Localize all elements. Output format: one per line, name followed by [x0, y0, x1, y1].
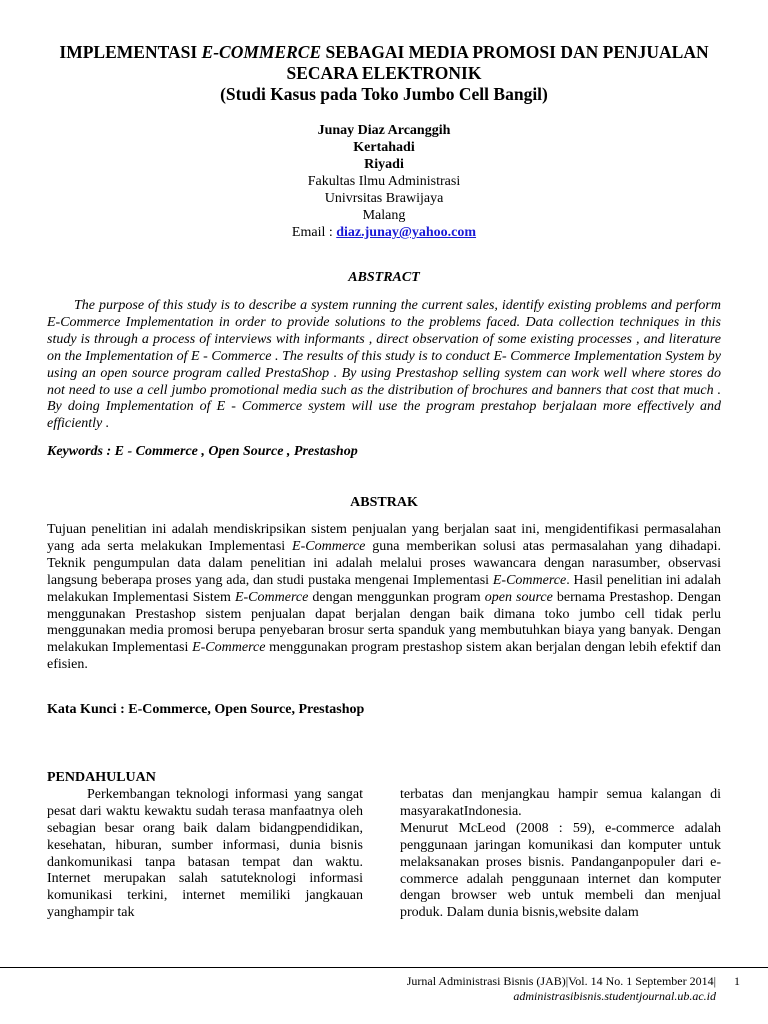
abstrak-italic-term: E-Commerce [234, 589, 309, 605]
intro-heading: PENDAHULUAN [47, 770, 156, 785]
title-suffix: SEBAGAI MEDIA PROMOSI DAN PENJUALAN [321, 42, 709, 62]
abstract-heading-id: ABSTRAK [350, 495, 418, 510]
footer-journal-info: Jurnal Administrasi Bisnis (JAB)|Vol. 14 No. 1 September 2014| [406, 974, 716, 988]
abstrak-segment: guna memberikan solusi atas permasalahan yang dihadapi. Teknik pengumpulan data dalam penelitian ini adalah melalui proses wawancara dengan narasumber, observasi langsung beberapa proses yang ada, dan studi pustaka mengenai Implementasi [47, 538, 721, 588]
author-faculty: Fakultas Ilmu Administrasi [307, 174, 461, 189]
author-name-2: Kertahadi [353, 140, 415, 155]
abstrak-italic-term: E-Commerce [492, 572, 567, 588]
author-name-1: Junay Diaz Arcanggih [317, 123, 451, 138]
footer-divider [0, 967, 768, 968]
abstract-text-en: The purpose of this study is to describe a system running the current sales, identify existing problems and perform E-Commerce Implementation in order to provide solutions to the problems faced. Data collection techniques in this study is through a process of interviews with informants , direct observation of some existing processes , and literature on the Implementation of E - Commerce . The results of this study is to conduct E- Commerce Implementation System by using an open source program called PrestaShop . By using Prestashop selling system can work well where stores do not need to use a cell jumbo promotional media such as the distribution of brochures and banners that cost that much . By doing Implementation of E - Commerce system will use the program prestahop berjalaan more effectively and efficiently . [47, 298, 721, 432]
title-italic-term: E-COMMERCE [201, 42, 322, 62]
intro-column-left [47, 770, 363, 922]
author-email-line [40, 224, 728, 241]
footer-url[interactable]: administrasibisnis.studentjournal.ub.ac.id [513, 989, 716, 1003]
keywords-id: Kata Kunci : E-Commerce, Open Source, Prestashop [47, 702, 365, 717]
title-line-1 [40, 42, 728, 63]
abstrak-segment: . Hasil penelitian ini adalah melakukan Implementasi Sistem [47, 572, 722, 605]
abstrak-italic-term: E-Commerce [292, 538, 366, 554]
abstrak-segment: menggunakan program prestashop sistem akan berjalan dengan lebih efektif dan efisien. [47, 640, 721, 673]
intro-column-right [400, 787, 721, 922]
intro-paragraph-1: Perkembangan teknologi informasi yang sangat pesat dari waktu kewaktu sudah terasa manfaatnya oleh sebagian besar orang baik dalam bidangpendidikan, kesehatan, hiburan, sumber informasi, dunia bisnis dankomunikasi tanpa batasan tempat dan waktu. Internet merupakan salah satuteknologi informasi komunikasi terkini, internet memiliki jangkauan yanghampir tak [47, 786, 363, 921]
abstrak-italic-term: open source [484, 589, 553, 605]
abstract-text-id [47, 522, 721, 674]
author-name-3: Riyadi [364, 157, 404, 172]
author-block [40, 122, 728, 241]
title-prefix: IMPLEMENTASI [59, 42, 202, 62]
email-label: Email : [291, 225, 337, 240]
author-city: Malang [362, 208, 406, 223]
title-subtitle: (Studi Kasus pada Toko Jumbo Cell Bangil) [220, 84, 548, 104]
title-line-2: SECARA ELEKTRONIK [286, 63, 482, 83]
intro-paragraph-2: Menurut McLeod (2008 : 59), e-commerce adalah penggunaan jaringan komunikasi dan komputer untuk melaksanakan proses bisnis. Pandanganpopuler dari e-commerce adalah penggunaan internet dan komputer dengan browser web untuk membeli dan menjual produk. Dalam dunia bisnis,website dalam [400, 820, 721, 921]
abstrak-italic-term: E-Commerce [192, 640, 266, 656]
email-link[interactable]: diaz.junay@yahoo.com [336, 225, 477, 240]
paper-title [40, 42, 728, 105]
page-number: 1 [734, 974, 740, 988]
author-university: Univrsitas Brawijaya [324, 191, 444, 206]
abstrak-segment: dengan menggunkan program [308, 589, 485, 605]
abstrak-segment: bernama Prestashop. Dengan menggunakan Prestashop sistem penjualan dapat berjalan dengan baik dimana toko jumbo cell tidak perlu menggunakan media promosi berupa penyebaran brosur serta spanduk yang membutuhkan biaya yang banyak. Dengan melakukan Implementasi [47, 589, 721, 656]
abstrak-segment: Tujuan penelitian ini adalah mendiskripsikan sistem penjualan yang berjalan saat ini, mengidentifikasi permasalahan yang ada serta melakukan Implementasi [47, 522, 721, 554]
page-footer [407, 974, 716, 1004]
keywords-en: Keywords : E - Commerce , Open Source , Prestashop [47, 444, 358, 459]
abstract-heading-en: ABSTRACT [348, 270, 420, 285]
intro-paragraph-continued: terbatas dan menjangkau hampir semua kalangan di masyarakatIndonesia. [400, 787, 721, 819]
